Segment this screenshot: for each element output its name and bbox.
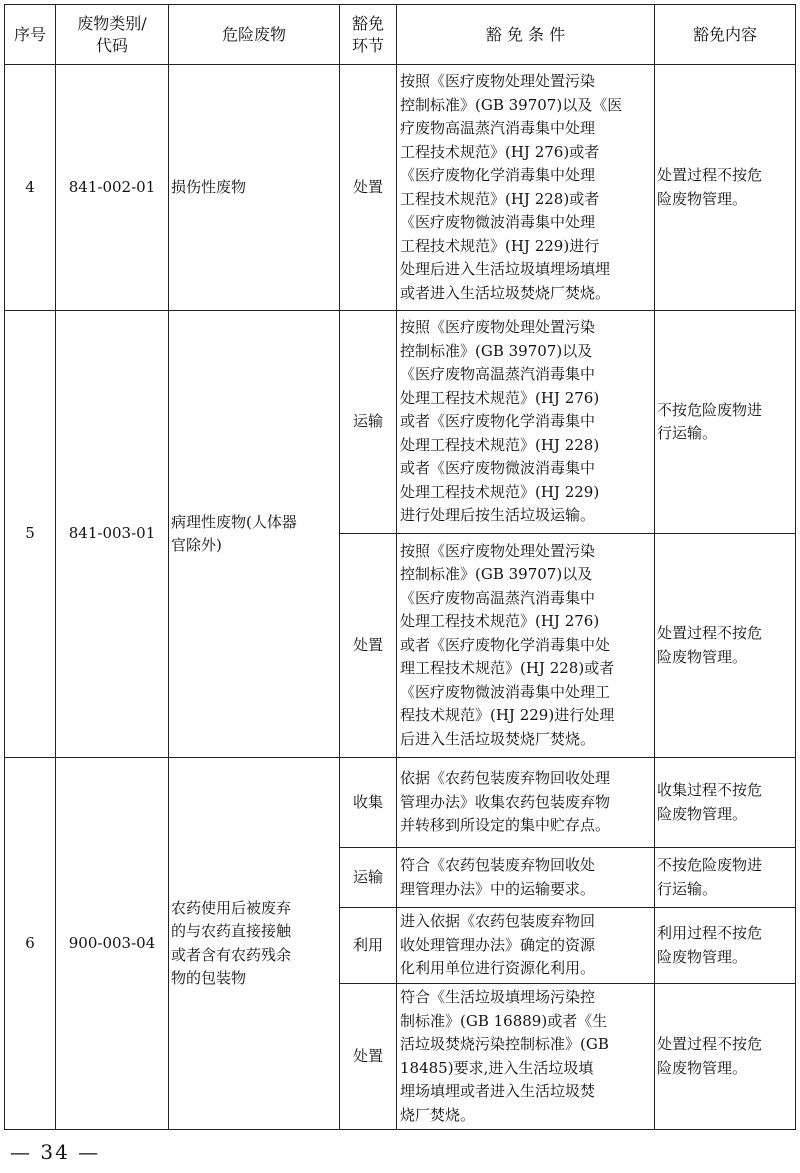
row-content: 不按危险废物进 行运输。 (655, 848, 796, 908)
header-condition: 豁 免 条 件 (397, 5, 655, 65)
row-content: 处置过程不按危 险废物管理。 (655, 65, 796, 311)
row-content: 不按危险废物进 行运输。 (655, 311, 796, 534)
row-condition: 依据《农药包装废弃物回收处理 管理办法》收集农药包装废弃物 并转移到所设定的集中贮存点。 (397, 758, 655, 848)
row-stage: 运输 (340, 311, 397, 534)
row-stage: 处置 (340, 65, 397, 311)
table-row (5, 65, 796, 311)
row-seq: 4 (5, 65, 56, 311)
row-condition: 进入依据《农药包装废弃物回 收处理管理办法》确定的资源 化利用单位进行资源化利用。 (397, 908, 655, 984)
header-seq: 序号 (5, 5, 56, 65)
row-condition: 按照《医疗废物处理处置污染 控制标准》(GB 39707)以及 《医疗废物高温蒸汽消毒集中 处理工程技术规范》(HJ 276) 或者《医疗废物化学消毒集中处 理工程技术规范》(HJ 228)或者 《医疗废物微波消毒集中处理工 程技术规范》(HJ 229)进行处理 后进入生活垃圾焚烧厂焚烧。 (397, 534, 655, 758)
table-row (5, 758, 796, 848)
exemption-table (4, 4, 796, 1130)
row-waste: 损伤性废物 (169, 65, 340, 311)
table-row (5, 311, 796, 534)
header-code: 废物类别/ 代码 (56, 5, 169, 65)
header-waste: 危险废物 (169, 5, 340, 65)
row-stage: 处置 (340, 984, 397, 1130)
row-code: 900-003-04 (56, 758, 169, 1130)
row-code: 841-002-01 (56, 65, 169, 311)
row-stage: 收集 (340, 758, 397, 848)
row-waste: 病理性废物(人体器 官除外) (169, 311, 340, 758)
row-seq: 6 (5, 758, 56, 1130)
row-stage: 处置 (340, 534, 397, 758)
row-stage: 利用 (340, 908, 397, 984)
row-content: 收集过程不按危 险废物管理。 (655, 758, 796, 848)
header-content: 豁免内容 (655, 5, 796, 65)
row-content: 处置过程不按危 险废物管理。 (655, 984, 796, 1130)
row-content: 利用过程不按危 险废物管理。 (655, 908, 796, 984)
row-content: 处置过程不按危 险废物管理。 (655, 534, 796, 758)
page-number: — 34 — (10, 1140, 101, 1164)
row-condition: 符合《农药包装废弃物回收处 理管理办法》中的运输要求。 (397, 848, 655, 908)
row-stage: 运输 (340, 848, 397, 908)
row-waste: 农药使用后被废弃 的与农药直接接触 或者含有农药残余 物的包装物 (169, 758, 340, 1130)
row-condition: 按照《医疗废物处理处置污染 控制标准》(GB 39707)以及 《医疗废物高温蒸汽消毒集中 处理工程技术规范》(HJ 276) 或者《医疗废物化学消毒集中 处理工程技术规范》(HJ 228) 或者《医疗废物微波消毒集中 处理工程技术规范》(HJ 229) 进行处理后按生活垃圾运输。 (397, 311, 655, 534)
row-seq: 5 (5, 311, 56, 758)
row-condition: 按照《医疗废物处理处置污染 控制标准》(GB 39707)以及《医 疗废物高温蒸汽消毒集中处理 工程技术规范》(HJ 276)或者 《医疗废物化学消毒集中处理 工程技术规范》(HJ 228)或者 《医疗废物微波消毒集中处理 工程技术规范》(HJ 229)进行 处理后进入生活垃圾填埋场填埋 或者进入生活垃圾焚烧厂焚烧。 (397, 65, 655, 311)
row-code: 841-003-01 (56, 311, 169, 758)
row-condition: 符合《生活垃圾填埋场污染控 制标准》(GB 16889)或者《生 活垃圾焚烧污染控制标准》(GB 18485)要求,进入生活垃圾填 埋场填埋或者进入生活垃圾焚 烧厂焚烧。 (397, 984, 655, 1130)
header-stage: 豁免 环节 (340, 5, 397, 65)
